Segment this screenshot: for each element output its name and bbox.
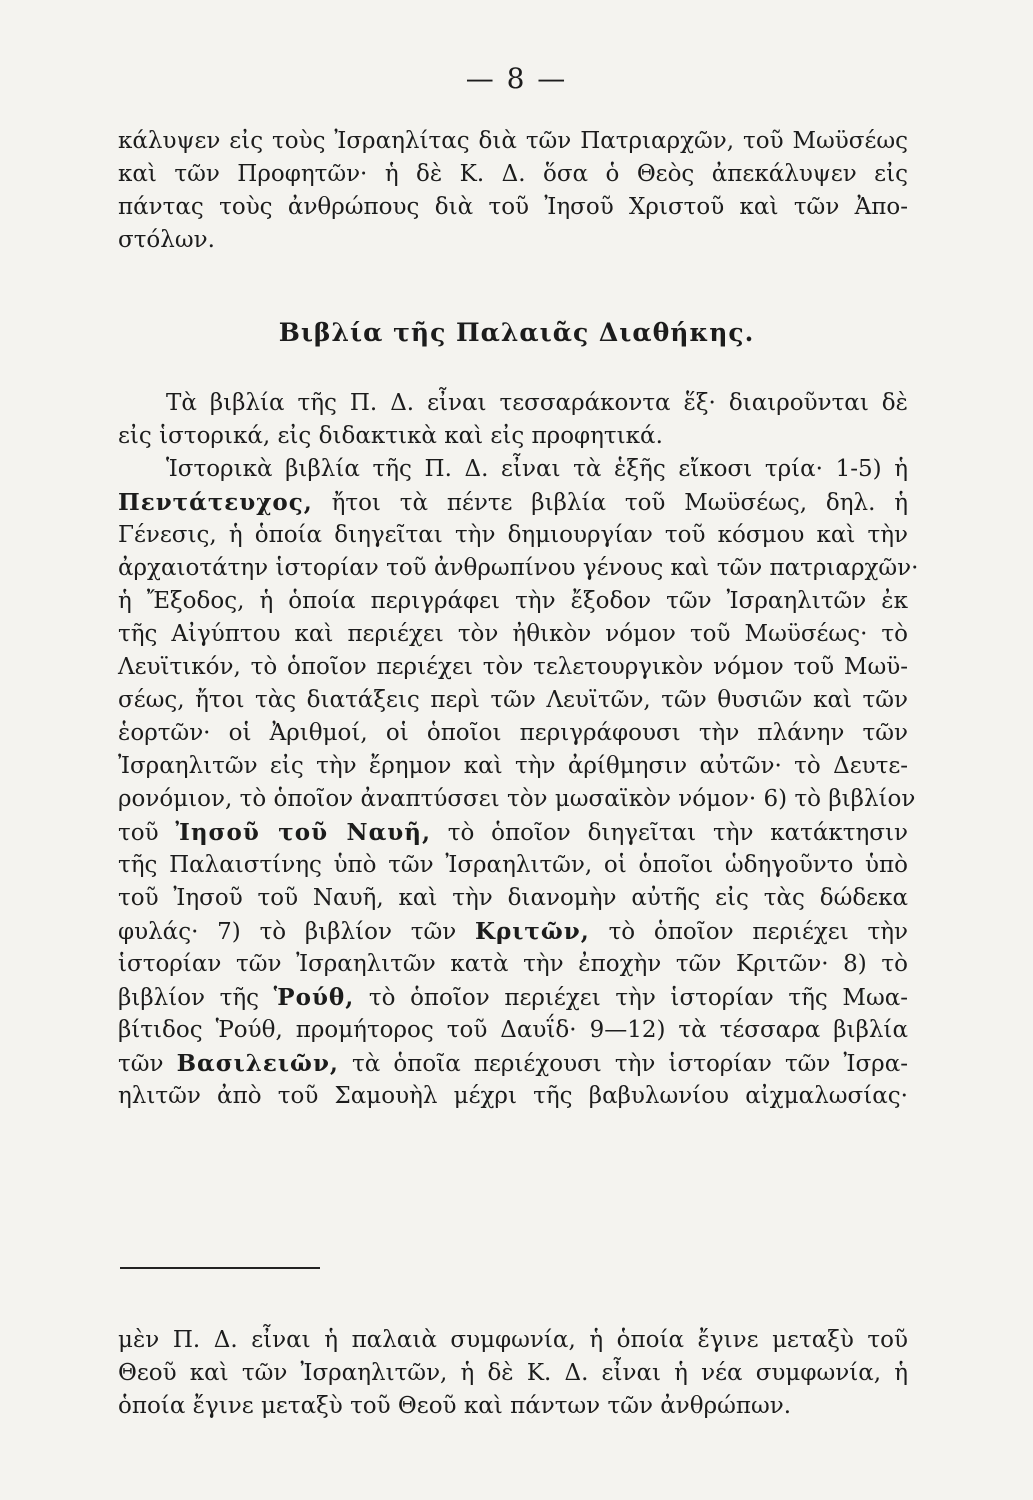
text-line: ἑορτῶν· οἱ Ἀριθμοί, οἱ ὁποῖοι περιγράφουσι τὴν πλάνην τῶν [118,720,908,746]
text-span: τὸ ὁποῖον περιέχει τὴν [608,919,909,945]
text-span: βιβλίον τῆς [118,985,260,1011]
bold-term: Κριτῶν, [475,918,590,945]
text-line: τῆς Αἰγύπτου καὶ περιέχει τὸν ἠθικὸν νόμον τοῦ Μωϋσέως· τὸ [118,621,908,647]
bold-term: Ἰησοῦ τοῦ Ναυῆ, [175,819,431,846]
main-text [118,387,919,1113]
text-line: καὶ τῶν Προφητῶν· ἡ δὲ Κ. Δ. ὅσα ὁ Θεὸς ἀπεκάλυψεν εἰς [118,161,908,187]
text-line [118,486,908,519]
text-line: Τὰ βιβλία τῆς Π. Δ. εἶναι τεσσαράκοντα ἕξ· διαιροῦνται δὲ [166,390,908,416]
text-line: τοῦ Ἰησοῦ τοῦ Ναυῆ, καὶ τὴν διανομὴν αὐτῆς εἰς τὰς δώδεκα [118,885,908,911]
text-line: Ἱστορικὰ βιβλία τῆς Π. Δ. εἶναι τὰ ἑξῆς εἴκοσι τρία· 1-5) ἡ [166,456,908,482]
footnote-line: μὲν Π. Δ. εἶναι ἡ παλαιὰ συμφωνία, ἡ ὁποία ἔγινε μεταξὺ τοῦ [118,1327,908,1353]
text-span: τὸ ὁποῖον περιέχει τὴν ἱστορίαν τῆς Μωα- [368,985,909,1011]
text-span: τῶν [118,1051,164,1077]
text-line: ἀρχαιοτάτην ἱστορίαν τοῦ ἀνθρωπίνου γένους καὶ τῶν πατριαρχῶν· [118,555,919,581]
footnote-divider [120,1267,320,1269]
text-line: ηλιτῶν ἀπὸ τοῦ Σαμουὴλ μέχρι τῆς βαβυλωνίου αἰχμαλωσίας· [118,1083,908,1109]
text-line: Ἰσραηλιτῶν εἰς τὴν ἔρημον καὶ τὴν ἀρίθμησιν αὐτῶν· τὸ Δευτε- [118,753,908,779]
text-line: τῆς Παλαιστίνης ὑπὸ τῶν Ἰσραηλιτῶν, οἱ ὁποῖοι ὡδηγοῦντο ὑπὸ [118,852,908,878]
text-line: Γένεσις, ἡ ὁποία διηγεῖται τὴν δημιουργίαν τοῦ κόσμου καὶ τὴν [118,522,908,548]
bold-term: Πεντάτευχος, [118,489,313,516]
section-heading: Βιβλία τῆς Παλαιᾶς Διαθήκης. [278,318,755,347]
text-line [118,981,908,1014]
intro-paragraph [118,125,908,257]
text-line [118,915,908,948]
page-number: — 8 — [465,62,568,95]
text-line: στόλων. [118,227,215,253]
text-line: βίτιδος Ῥούθ, προμήτορος τοῦ Δαυΐδ· 9—12) τὰ τέσσαρα βιβλία [118,1017,908,1043]
bold-term: Βασιλειῶν, [176,1050,339,1077]
text-span: τὰ ὁποῖα περιέχουσι τὴν ἱστορίαν τῶν Ἰσρα- [352,1051,909,1077]
text-line: σέως, ἤτοι τὰς διατάξεις περὶ τῶν Λευϊτῶν, τῶν θυσιῶν καὶ τῶν [118,687,908,713]
bold-term: Ῥούθ, [273,984,355,1011]
text-span: φυλάς· 7) τὸ βιβλίον τῶν [118,919,457,945]
text-line: ἱστορίαν τῶν Ἰσραηλιτῶν κατὰ τὴν ἐποχὴν τῶν Κριτῶν· 8) τὸ [118,951,908,977]
text-span: ἤτοι τὰ πέντε βιβλία τοῦ Μωϋσέως, δηλ. ἡ [331,490,908,516]
footnote-line: Θεοῦ καὶ τῶν Ἰσραηλιτῶν, ἡ δὲ Κ. Δ. εἶναι ἡ νέα συμφωνία, ἡ [118,1360,908,1386]
text-line: πάντας τοὺς ἀνθρώπους διὰ τοῦ Ἰησοῦ Χριστοῦ καὶ τῶν Ἀπο- [118,194,908,220]
text-line: εἰς ἱστορικά, εἰς διδακτικὰ καὶ εἰς προφητικά. [118,423,663,449]
text-line: κάλυψεν εἰς τοὺς Ἰσραηλίτας διὰ τῶν Πατριαρχῶν, τοῦ Μωϋσέως [118,128,908,154]
text-line [118,816,908,849]
footnote-line: ὁποία ἔγινε μεταξὺ τοῦ Θεοῦ καὶ πάντων τῶν ἀνθρώπων. [118,1393,792,1419]
text-span: τοῦ [118,820,159,846]
text-span: τὸ ὁποῖον διηγεῖται τὴν κατάκτησιν [447,820,908,846]
text-line: Λευϊτικόν, τὸ ὁποῖον περιέχει τὸν τελετουργικὸν νόμον τοῦ Μωϋ- [118,654,908,680]
footnote [118,1324,908,1423]
text-line: ἡ Ἔξοδος, ἡ ὁποία περιγράφει τὴν ἔξοδον τῶν Ἰσραηλιτῶν ἐκ [118,588,908,614]
text-line [118,1047,908,1080]
text-line: ρονόμιον, τὸ ὁποῖον ἀναπτύσσει τὸν μωσαϊκὸν νόμον· 6) τὸ βιβλίον [118,786,916,812]
